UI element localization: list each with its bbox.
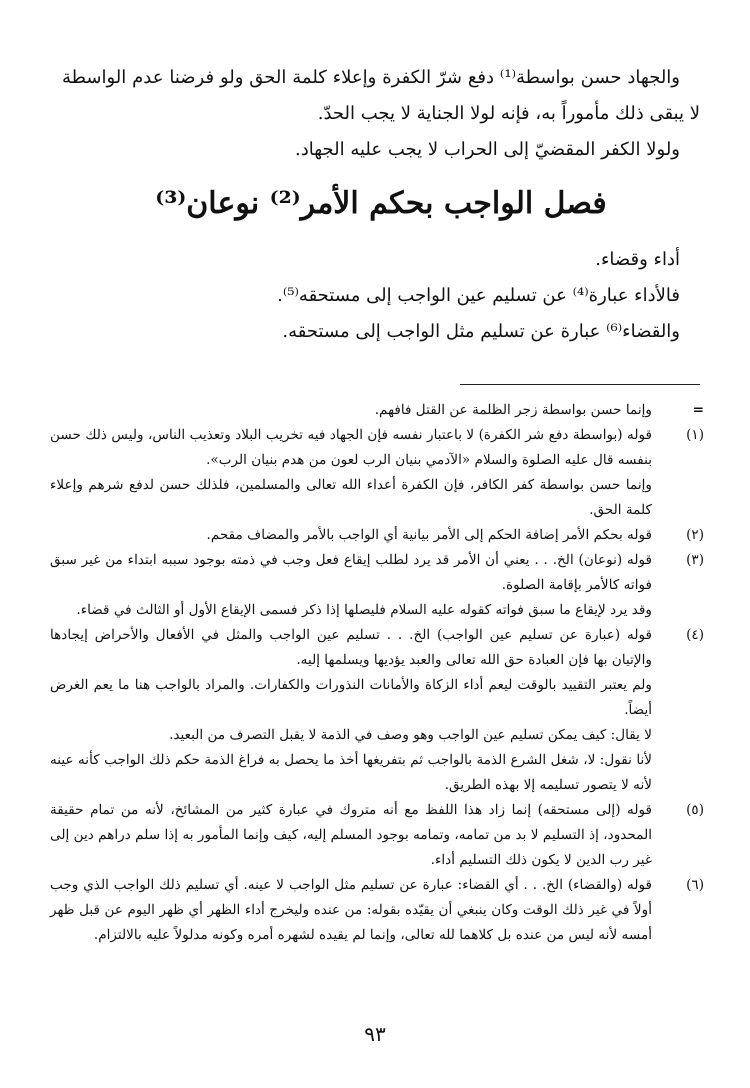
footnote-line: وقد يرد لإيقاع ما سبق فواته كقوله عليه السلام فليصلها إذا ذكر فسمى الإيقاع الأول أو الثالث في قضاء. [76, 602, 652, 618]
footnote-separator [460, 384, 700, 385]
footnote-line: قوله (بواسطة دفع شر الكفرة) لا باعتبار نفسه فإن الجهاد فيه تخريب البلاد وتعذيب الناس، وليس ذلك حسن بنفسه قال عليه الصلوة والسلام «الآدمي بنيان الرب لعون من هدم بنيان الرب». [50, 427, 652, 468]
footnote-line: قوله (عبارة عن تسليم عين الواجب) الخ. . . تسليم عين الواجب والمثل في الأفعال والأحراض إيجادها والإتيان بها فإن العبادة حق الله تعالى والعبد يؤديها ويسلمها إليه. [50, 627, 652, 668]
main-text [62, 60, 700, 350]
footnote-line: لأنا نقول: لا، شغل الشرع الذمة بالواجب ثم بتفريغها أخذ ما يحصل به فراغ الذمة حكم ذلك الواجب كأنه عينه لأنه لا يتصور تسليمه إلا بهذه الطريق. [50, 752, 652, 793]
definitions [62, 242, 700, 350]
footnote-line: قوله (نوعان) الخ. . . يعني أن الأمر قد يرد لطلب إيقاع فعل وجب في ذمته بوجود سببه ابتداء من غير سبق فواته كالأمر بإقامة الصلوة. [50, 552, 652, 593]
footnotes [50, 398, 704, 948]
footnote-2 [50, 523, 704, 548]
footnote-number: (٦) [686, 877, 704, 893]
definition-types: أداء وقضاء. [595, 249, 680, 270]
footnote-line: قوله (إلى مستحقه) إنما زاد هذا اللفظ مع أنه متروك في عبارة كثير من المشائخ، لأنه من تمام حقيقة المحدود، إذ التسليم لا بد من تمامه، وتمامه بوجود المسلم إليه، كيف وإنما المأمور به إذا سلم دراهم دين إلى غير رب الدين لا يكون ذلك التسليم أداء. [50, 802, 652, 868]
definition-ada: فالأداء عبارة⁽⁴⁾ عن تسليم عين الواجب إلى مستحقه⁽⁵⁾. [277, 285, 680, 306]
footnote-3 [50, 548, 704, 623]
footnote-marker: = [692, 402, 704, 418]
footnote-number: (٣) [686, 552, 704, 568]
footnote-line: لا يقال: كيف يمكن تسليم عين الواجب وهو وصف في الذمة لا يقبل التصرف من البعيد. [169, 727, 652, 743]
footnote-line: قوله (والقضاء) الخ. . . أي القضاء: عبارة عن تسليم مثل الواجب لا عينه. أي تسليم ذلك الواجب الذي وجب أولاً في غير ذلك الوقت وكان ينبغي أن يقيّده بقوله: من عنده وليخرج أداء الظهر أي ظهر اليوم عن قبل ظهر أمسه لأنه ليس من عنده بل كلاهما لله تعالى، وإنما لم يقيده لشهره أمره وكونه مدلولاً عليه بالالتزام. [50, 877, 652, 943]
footnote-line: وإنما حسن بواسطة كفر الكافر، فإن الكفرة أعداء الله تعالى والمسلمين، فلذلك حسن لدفع شرهم وإعلاء كلمة الحق. [50, 477, 652, 518]
footnote-5 [50, 798, 704, 873]
footnote-line: وإنما حسن بواسطة زجر الظلمة عن القتل فافهم. [374, 402, 652, 418]
section-title: فصل الواجب بحكم الأمر⁽²⁾ نوعان⁽³⁾ [155, 186, 607, 221]
footnote-continuation [50, 398, 704, 423]
footnote-6 [50, 873, 704, 948]
footnote-number: (٢) [686, 527, 704, 543]
footnote-number: (٥) [686, 802, 704, 818]
footnote-4 [50, 623, 704, 798]
footnote-1 [50, 423, 704, 523]
footnote-line: قوله بحكم الأمر إضافة الحكم إلى الأمر بيانية أي الواجب بالأمر والمضاف مقحم. [206, 527, 652, 543]
footnote-number: (١) [686, 427, 704, 443]
page-number: ٩٣ [364, 1022, 386, 1046]
footnote-line: ولم يعتبر التقييد بالوقت ليعم أداء الزكاة والأمانات النذورات والكفارات. والمراد بالواجب هنا ما يعم الغرض أيضاً. [50, 677, 652, 718]
footnote-number: (٤) [686, 627, 704, 643]
definition-qada: والقضاء⁽⁶⁾ عبارة عن تسليم مثل الواجب إلى مستحقه. [282, 321, 680, 342]
paragraph-kufr: ولولا الكفر المقضيّ إلى الحراب لا يجب عليه الجهاد. [294, 139, 680, 160]
paragraph-jihad: والجهاد حسن بواسطة⁽¹⁾ دفع شرّ الكفرة وإعلاء كلمة الحق ولو فرضنا عدم الواسطة لا يبقى ذلك مأموراً به، فإنه لولا الجناية لا يجب الحدّ. [62, 67, 700, 124]
